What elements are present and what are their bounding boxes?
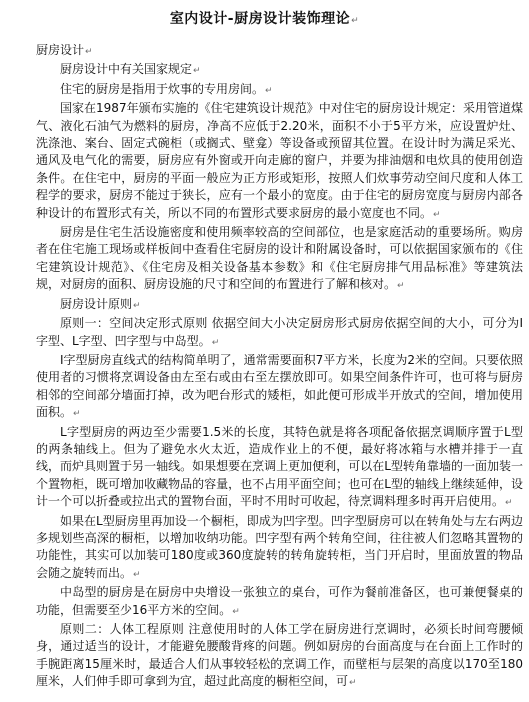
paragraph-text: 中岛型的厨房是在厨房中央增设一张独立的桌台，可作为餐前准备区，也可兼便餐桌的功能，但需要至少16平方米的空间。 [36, 585, 523, 617]
body-paragraph [36, 61, 523, 80]
paragraph-text: I字型厨房直线式的结构简单明了，通常需要面积7平方米，长度为2米的空间。只要依照使用者的习惯将烹调设备由左至右或由右至左摆放即可。如果空间条件许可，也可将与厨房相邻的空间部分墙面打掉，改为吧台形式的矮柜，如此便可形成半开放式的空间，增加使用面积。 [36, 352, 523, 420]
paragraph-text: 厨房设计 [36, 43, 85, 57]
paragraph-text: 厨房是住宅生活设施密度和使用频率较高的空间部位，也是家庭活动的重要场所。购房者在住宅施工现场或样板间中查看住宅厨房的设计和附属设备时，可以依据国家颁布的《住宅建筑设计规范》、《住宅房及相关设备基本参数》和《住宅厨房排气用品标准》等建筑法规，对厨房的面积、厨房设施的尺寸和空间的布置进行了解和核对。 [36, 225, 523, 292]
paragraph-mark-icon: ↵ [211, 337, 220, 348]
body-paragraph [36, 424, 523, 513]
paragraph-mark-icon: ↵ [193, 66, 201, 77]
paragraph-mark-icon: ↵ [397, 281, 405, 292]
paragraph-mark-icon: ↵ [85, 47, 93, 57]
paragraph-mark-icon: ↵ [73, 409, 81, 420]
paragraph-text: 厨房设计原则 [60, 296, 133, 311]
title-text: 室内设计-厨房设计装饰理论 [169, 11, 351, 27]
paragraph-mark-icon: ↵ [351, 16, 360, 26]
paragraph-mark-icon: ↵ [349, 678, 357, 689]
paragraph-text: 国家在1987年颁布实施的《住宅建筑设计规范》中对住宅的厨房设计规定：采用管道煤气、液化石油气为燃料的厨房，净高不应低于2.20米，面积不小于5平方米，应设置炉灶、洗涤池、案台、固定式碗柜（或搁式、壁龛）等设备或预留其位置。在设计时为满足采光、通风及电气化的需要，厨房应有外窗或开向走廊的窗户，并要为排油烟和电炊具的使用创造条件。在住宅中，厨房的平面一般应为正方形或矩形，按照人们炊事劳动空间尺度和人体工程学的要求，厨房不能过于狭长，应有一个最小的宽度。由于住宅的厨房宽度与厨房内部各种设计的布置形式有关，所以不同的布置形式要求厨房的最小宽度也不同。 [36, 101, 523, 220]
body-paragraph [36, 352, 523, 424]
paragraph-text: 原则一：空间决定形式原则 依据空间大小决定厨房形式厨房依据空间的大小，可分为I字型、L字型、凹字型与中岛型。 [36, 316, 523, 348]
paragraph-mark-icon: ↵ [232, 606, 240, 617]
body-paragraph [36, 81, 523, 100]
paragraph-mark-icon: ↵ [133, 569, 141, 580]
paragraph-text: L字型厨房的两边至少需要1.5米的长度，其特色就是将各项配备依据烹调顺序置于L型的两条轴线上。但为了避免水火太近，造成作业上的不便，最好将冰箱与水槽并排于一直线，而炉具则置于另一轴线。如果想要在烹调上更加便利，可以在L型转角靠墙的一面加装一个置物柜，既可增加收藏物品的容量，也不占用平面空间；也可在L型的轴线上继续延伸，设计一个可以折叠或拉出式的置物台面，平时不用时可收起，待烹调料理多时再开启使用。 [36, 424, 523, 509]
document-title [0, 8, 529, 28]
body-paragraph [36, 100, 523, 224]
paragraph-text: 住宅的厨房是指用于炊事的专用房间。 [60, 81, 265, 96]
paragraph-mark-icon: ↵ [133, 300, 141, 311]
document-body [36, 42, 523, 693]
body-paragraph [36, 296, 523, 315]
body-paragraph [36, 315, 523, 352]
paragraph-text: 如果在L型厨房里再加设一个橱柜，即成为凹字型。凹字型厨房可以在转角处与左右两边多规划些高深的橱柜，以增加收纳功能。凹字型有两个转角空间，往往被人们忽略其置物的功能性，其实可以加装可180度或360度旋转的转角旋转柜，当门开启时，里面放置的物品会随之旋转而出。 [36, 513, 523, 580]
body-paragraph [36, 584, 523, 621]
body-paragraph [36, 513, 523, 585]
body-paragraph [36, 42, 523, 61]
paragraph-mark-icon: ↵ [505, 498, 513, 509]
paragraph-mark-icon: ↵ [433, 209, 441, 220]
body-paragraph [36, 224, 523, 296]
paragraph-mark-icon: ↵ [265, 85, 273, 96]
paragraph-text: 原则二：人体工程原则 注意使用时的人体工学在厨房进行烹调时，必须长时间弯腰倾身，通过适当的设计，才能避免腰酸背疼的问题。例如厨房的台面高度与在台面上工作时的手腕距离15厘米时，最适合人们从事较轻松的烹调工作，而壁柜与层架的高度以170至180厘米，人们伸手即可拿到为宜，超过此高度的橱柜空间，可 [36, 622, 523, 689]
body-paragraph [36, 621, 523, 693]
paragraph-text: 厨房设计中有关国家规定 [60, 62, 193, 77]
